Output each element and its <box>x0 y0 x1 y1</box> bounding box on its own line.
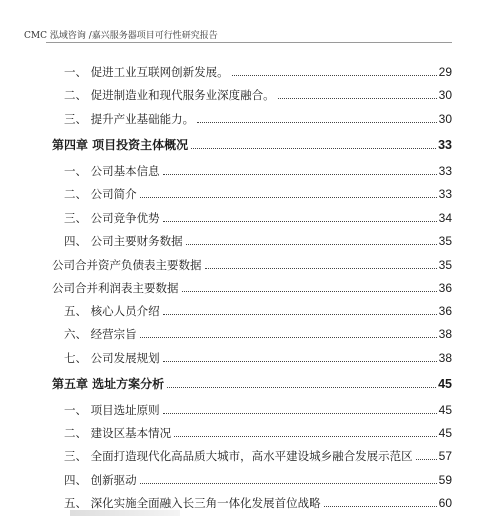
toc-dot-leader <box>163 412 437 414</box>
toc-dot-leader <box>163 173 437 175</box>
toc-entry[interactable] <box>64 492 452 510</box>
cut-off-line <box>70 510 180 516</box>
toc-dot-leader <box>140 196 437 198</box>
toc-page-number: 45 <box>438 426 452 440</box>
toc-entry-label: 五、 核心人员介绍 <box>64 304 160 318</box>
toc-entry-label: 二、 建设区基本情况 <box>64 426 172 440</box>
toc-entry-label: 公司合并利润表主要数据 <box>52 281 179 295</box>
toc-entry-label: 四、 创新驱动 <box>64 473 137 487</box>
toc-entry[interactable] <box>64 160 452 178</box>
toc-page-number: 36 <box>438 281 452 295</box>
toc-entry[interactable] <box>52 277 452 295</box>
toc-dot-leader <box>186 243 437 245</box>
toc-entry[interactable] <box>64 84 452 102</box>
toc-entry-label: 一、 公司基本信息 <box>64 164 160 178</box>
toc-page-number: 33 <box>438 164 452 178</box>
toc-dot-leader <box>163 220 437 222</box>
toc-page-number: 29 <box>438 65 452 79</box>
toc-entry-label: 三、 全面打造现代化高品质大城市，高水平建设城乡融合发展示范区 <box>64 449 413 463</box>
toc-dot-leader <box>278 97 437 99</box>
toc-page-number: 35 <box>438 258 452 272</box>
toc-entry-label: 二、 公司简介 <box>64 187 137 201</box>
document-header: CMC 泓域咨询 /嘉兴服务器项目可行性研究报告 <box>24 31 218 41</box>
toc-entry[interactable] <box>64 108 452 126</box>
toc-entry-label: 一、 促进工业互联网创新发展。 <box>64 65 229 79</box>
toc-entry[interactable] <box>64 399 452 417</box>
toc-dot-leader <box>140 482 437 484</box>
toc-entry-label: 七、 公司发展规划 <box>64 351 160 365</box>
toc-dot-leader <box>205 267 437 269</box>
toc-entry-label: 六、 经营宗旨 <box>64 327 137 341</box>
toc-page-number: 60 <box>438 496 452 510</box>
toc-page-number: 45 <box>438 377 452 391</box>
toc-entry[interactable] <box>64 207 452 225</box>
toc-dot-leader <box>197 121 436 123</box>
toc-page-number: 33 <box>438 138 452 152</box>
toc-entry[interactable] <box>52 254 452 272</box>
toc-page-number: 38 <box>438 327 452 341</box>
toc-dot-leader <box>416 458 437 460</box>
toc-entry-label: 二、 促进制造业和现代服务业深度融合。 <box>64 88 275 102</box>
toc-entry-label: 三、 公司竞争优势 <box>64 211 160 225</box>
toc-dot-leader <box>324 505 437 507</box>
toc-dot-leader <box>167 386 436 388</box>
toc-dot-leader <box>182 290 437 292</box>
toc-entry[interactable] <box>64 300 452 318</box>
toc-page-number: 35 <box>438 234 452 248</box>
toc-dot-leader <box>163 360 437 362</box>
toc-entry[interactable] <box>64 183 452 201</box>
toc-page-number: 59 <box>438 473 452 487</box>
toc-entry[interactable] <box>64 323 452 341</box>
toc-entry[interactable] <box>64 469 452 487</box>
toc-entry-label: 四、 公司主要财务数据 <box>64 234 183 248</box>
toc-page-number: 57 <box>438 449 452 463</box>
toc-page-number: 30 <box>438 88 452 102</box>
toc-entry-label: 公司合并资产负债表主要数据 <box>52 258 202 272</box>
toc-entry[interactable] <box>64 230 452 248</box>
toc-entry-label: 第五章 选址方案分析 <box>52 377 165 391</box>
toc-chapter-entry[interactable] <box>52 373 452 391</box>
toc-page-number: 36 <box>438 304 452 318</box>
toc-page-number: 30 <box>438 112 452 126</box>
toc-page-number: 33 <box>438 187 452 201</box>
toc-chapter-entry[interactable] <box>52 134 452 152</box>
toc-dot-leader <box>174 435 436 437</box>
toc-page-number: 38 <box>438 351 452 365</box>
toc-entry[interactable] <box>64 445 452 463</box>
toc-dot-leader <box>232 74 437 76</box>
header-divider <box>46 42 452 43</box>
toc-entry[interactable] <box>64 347 452 365</box>
toc-page-number: 34 <box>438 211 452 225</box>
toc-dot-leader <box>140 336 437 338</box>
toc-entry-label: 一、 项目选址原则 <box>64 403 160 417</box>
toc-entry[interactable] <box>64 61 452 79</box>
toc-dot-leader <box>163 313 437 315</box>
toc-dot-leader <box>191 147 436 149</box>
toc-entry-label: 五、 深化实施全面融入长三角一体化发展首位战略 <box>64 496 321 510</box>
toc-entry-label: 第四章 项目投资主体概况 <box>52 138 189 152</box>
toc-page-number: 45 <box>438 403 452 417</box>
toc-entry[interactable] <box>64 422 452 440</box>
toc-entry-label: 三、 提升产业基础能力。 <box>64 112 195 126</box>
